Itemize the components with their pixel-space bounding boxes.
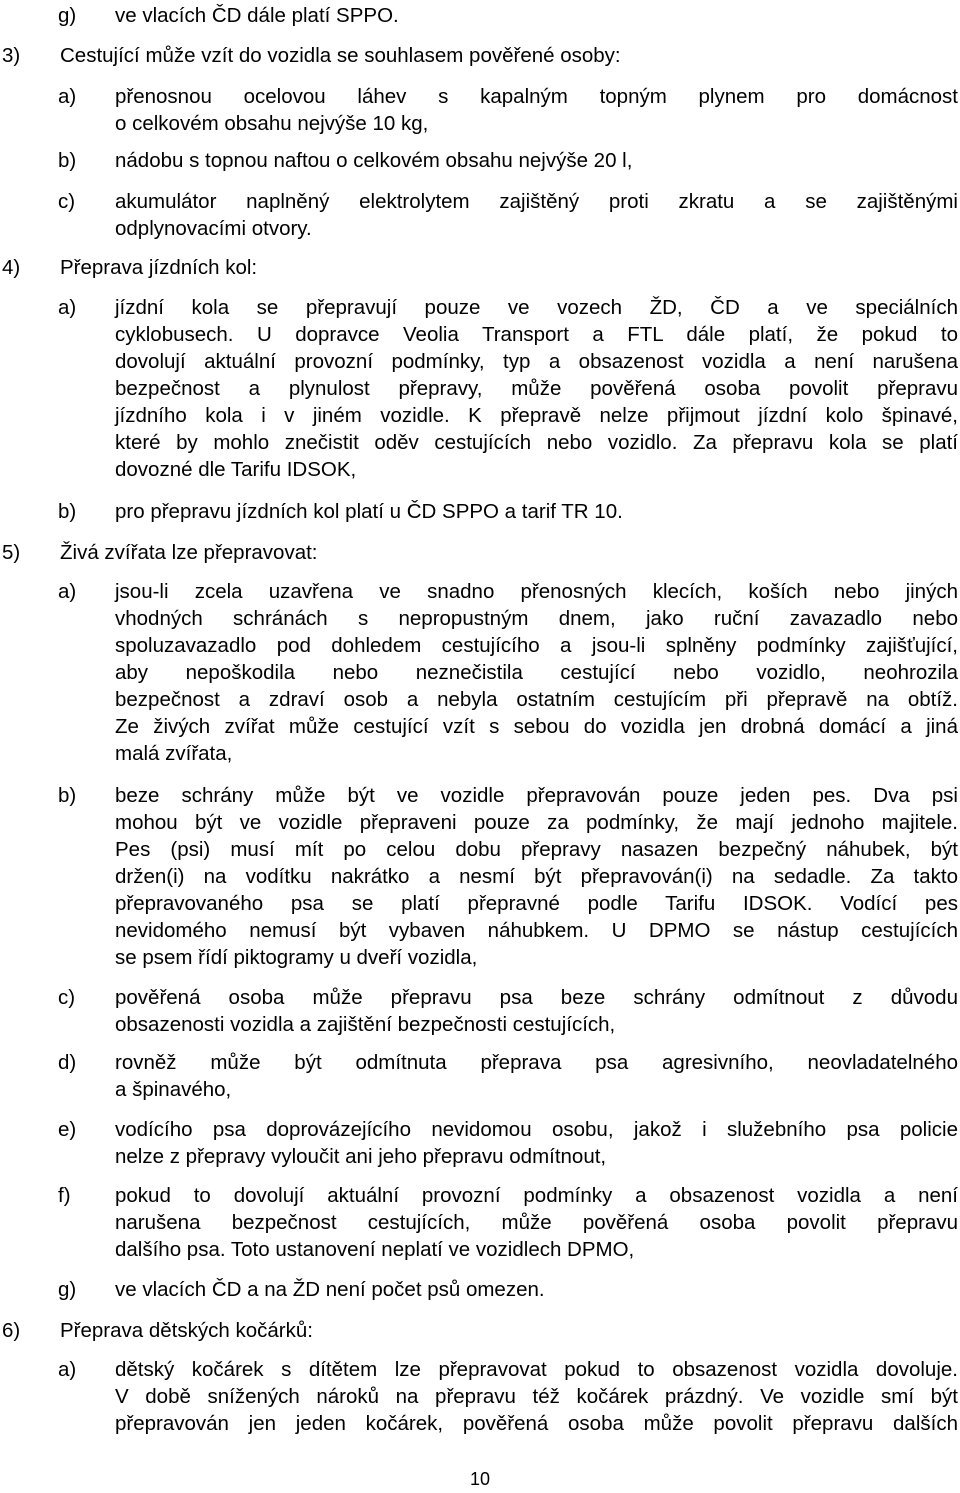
item-text (115, 782, 958, 971)
item-text: ve vlacích ČD dále platí SPPO. (115, 4, 399, 27)
text-line: Pes (psi) musí mít po celou dobu přepravy nasazen bezpečný náhubek, být (115, 838, 958, 861)
item-text: nádobu s topnou naftou o celkovém obsahu nejvýše 20 l, (115, 149, 633, 172)
section-title: Cestující může vzít do vozidla se souhlasem pověřené osoby: (60, 44, 621, 67)
text-line: aby nepoškodila nebo neznečistila cestující nebo vozidlo, neohrozila (115, 661, 958, 684)
text-line: nelze z přepravy vyloučit ani jeho přepravu odmítnout, (115, 1145, 607, 1168)
item-marker: c) (58, 190, 76, 213)
item-marker: c) (58, 986, 76, 1009)
item-marker: a) (58, 1358, 77, 1381)
text-line: jsou-li zcela uzavřena ve snadno přenosných klecích, koších nebo jiných (115, 580, 958, 603)
text-line: cyklobusech. U dopravce Veolia Transport a FTL dále platí, že pokud to (115, 323, 958, 346)
text-line: akumulátor naplněný elektrolytem zajištěný proti zkratu a se zajištěnými (115, 190, 958, 213)
text-line: pokud to dovolují aktuální provozní podmínky a obsazenost vozidla a není (115, 1184, 958, 1207)
text-line: odplynovacími otvory. (115, 217, 312, 240)
item-text (115, 1182, 958, 1263)
item-marker: b) (58, 149, 77, 172)
item-marker: b) (58, 784, 77, 807)
text-line: jízdní kola se přepravují pouze ve vozech ŽD, ČD a ve speciálních (115, 296, 958, 319)
text-line: rovněž může být odmítnuta přeprava psa agresivního, neovladatelného (115, 1051, 958, 1074)
section-marker: 6) (2, 1319, 21, 1342)
section-marker: 5) (2, 541, 21, 564)
section-title: Přeprava dětských kočárků: (60, 1319, 313, 1342)
section-marker: 3) (2, 44, 21, 67)
text-line: přepravovaného psa se platí přepravné podle Tarifu IDSOK. Vodící pes (115, 892, 958, 915)
text-line: a špinavého, (115, 1078, 232, 1101)
text-line: obsazenosti vozidla a zajištění bezpečnosti cestujících, (115, 1013, 616, 1036)
text-line: jízdního kola i v jiném vozidle. K přepravě nelze přijmout jízdní kolo špinavé, (115, 404, 958, 427)
section-title: Živá zvířata lze přepravovat: (60, 541, 318, 564)
item-text (115, 578, 958, 767)
page-number: 10 (469, 1469, 491, 1489)
text-line: spoluzavazadlo pod dohledem cestujícího a jsou-li splněny podmínky zajišťující, (115, 634, 958, 657)
item-marker: g) (58, 4, 77, 27)
text-line: bezpečnost a plynulost přepravy, může pověřená osoba povolit přepravu (115, 377, 958, 400)
text-line: narušena bezpečnost cestujících, může pověřená osoba povolit přepravu (115, 1211, 958, 1234)
text-line: dětský kočárek s dítětem lze přepravovat pokud to obsazenost vozidla dovoluje. (115, 1358, 958, 1381)
item-text (115, 83, 958, 137)
text-line: držen(i) na vodítku nakrátko a nesmí být přepravován(i) na sedadle. Za takto (115, 865, 958, 888)
text-line: vhodných schránách s nepropustným dnem, jako ruční zavazadlo nebo (115, 607, 958, 630)
section-marker: 4) (2, 256, 21, 279)
item-marker: a) (58, 296, 77, 319)
item-text (115, 1049, 958, 1103)
item-text: pro přepravu jízdních kol platí u ČD SPPO a tarif TR 10. (115, 500, 623, 523)
text-line: se psem řídí piktogramy u dveří vozidla, (115, 946, 478, 969)
text-line: dovolují aktuální provozní podmínky, typ a obsazenost vozidla a není narušena (115, 350, 958, 373)
text-line: které by mohlo znečistit oděv cestujících nebo vozidlo. Za přepravu kola se platí (115, 431, 958, 454)
text-line: vodícího psa doprovázejícího nevidomou osobu, jakož i služebního psa policie (115, 1118, 958, 1141)
item-marker: d) (58, 1051, 77, 1074)
item-text (115, 188, 958, 242)
item-text (115, 1116, 958, 1170)
text-line: Ze živých zvířat může cestující vzít s sebou do vozidla jen drobná domácí a jiná (115, 715, 958, 738)
text-line: přepravován jen jeden kočárek, pověřená osoba může povolit přepravu dalších (115, 1412, 958, 1435)
text-line: beze schrány může být ve vozidle přepravován pouze jeden pes. Dva psi (115, 784, 958, 807)
text-line: pověřená osoba může přepravu psa beze schrány odmítnout z důvodu (115, 986, 958, 1009)
text-line: o celkovém obsahu nejvýše 10 kg, (115, 112, 429, 135)
section-title: Přeprava jízdních kol: (60, 256, 258, 279)
item-marker: f) (58, 1184, 71, 1207)
text-line: malá zvířata, (115, 742, 233, 765)
text-line: V době snížených nároků na přepravu též kočárek prázdný. Ve vozidle smí být (115, 1385, 958, 1408)
item-text (115, 294, 958, 483)
text-line: nevidomého nemusí být vybaven náhubkem. U DPMO se nástup cestujících (115, 919, 958, 942)
text-line: bezpečnost a zdraví osob a nebyla ostatním cestujícím při přepravě na obtíž. (115, 688, 958, 711)
item-marker: g) (58, 1278, 77, 1301)
item-marker: a) (58, 580, 77, 603)
item-marker: a) (58, 85, 77, 108)
text-line: dalšího psa. Toto ustanovení neplatí ve vozidlech DPMO, (115, 1238, 635, 1261)
item-text (115, 984, 958, 1038)
item-marker: b) (58, 500, 77, 523)
text-line: dovozné dle Tarifu IDSOK, (115, 458, 357, 481)
item-marker: e) (58, 1118, 77, 1141)
item-text: ve vlacích ČD a na ŽD není počet psů omezen. (115, 1278, 545, 1301)
item-text (115, 1356, 958, 1437)
text-line: mohou být ve vozidle přepraveni pouze za podmínky, že mají jednoho majitele. (115, 811, 958, 834)
text-line: přenosnou ocelovou láhev s kapalným topným plynem pro domácnost (115, 85, 958, 108)
